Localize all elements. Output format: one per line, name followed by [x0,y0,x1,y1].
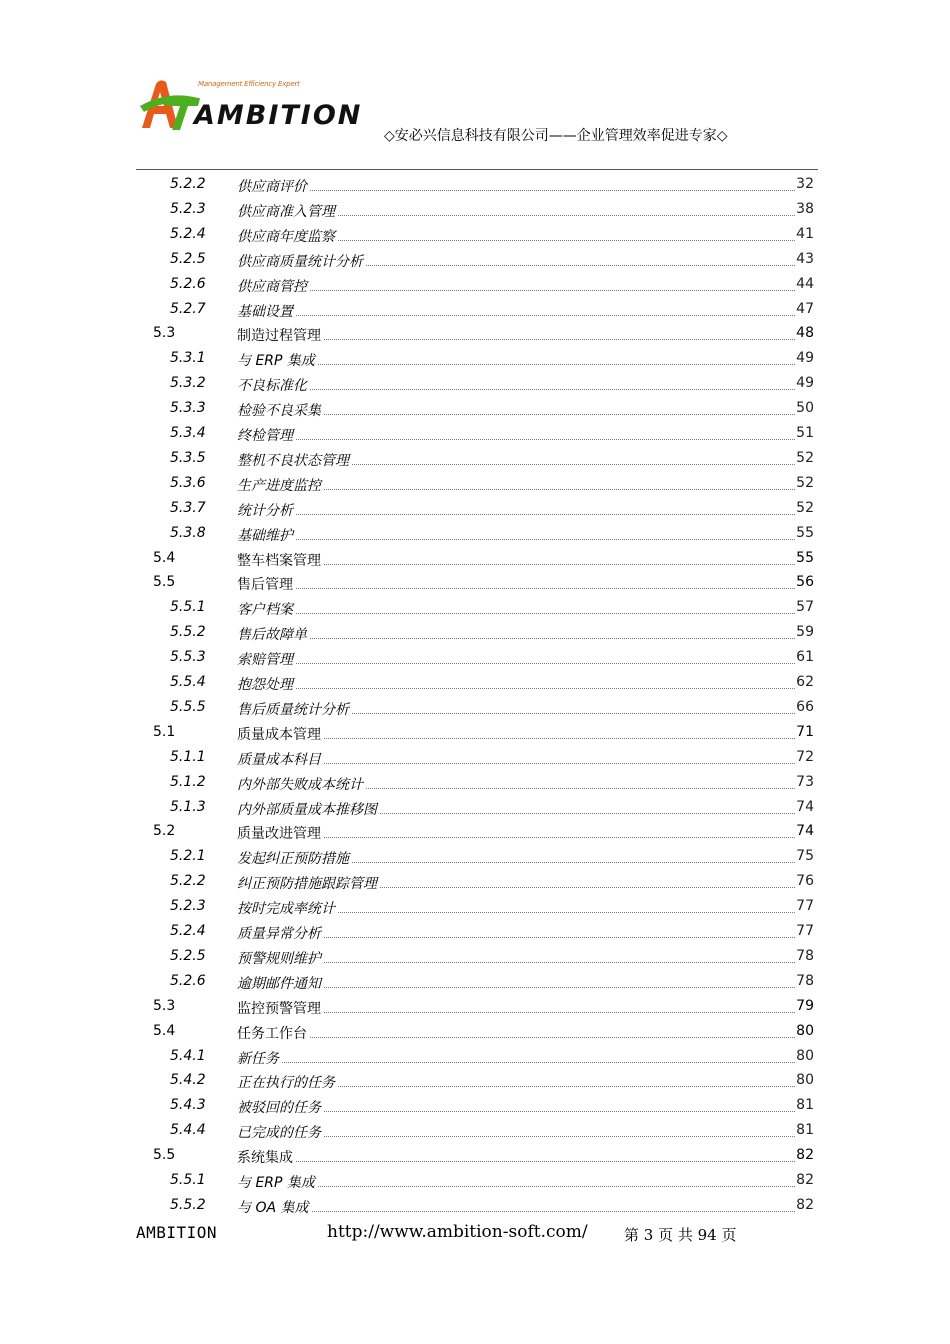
toc-entry-number: 5.1.3 [170,798,206,815]
toc-entry-title: 新任务 [237,1048,281,1068]
toc-entry-number: 5.5.5 [170,698,206,715]
toc-entry-number: 5.5.1 [170,599,206,616]
toc-entry-number: 5.3 [153,997,176,1014]
toc-entry-page: 72 [796,748,814,765]
toc-entry-title: 质量异常分析 [237,923,323,943]
toc-entry[interactable] [0,222,950,246]
toc-dot-leader [240,564,813,565]
toc-entry-page: 82 [796,1147,814,1164]
toc-dot-leader [240,1136,813,1137]
toc-entry[interactable] [0,321,950,345]
toc-dot-leader [240,1211,813,1212]
toc-entry-page: 71 [796,723,814,740]
toc-entry-number: 5.1.2 [170,773,206,790]
toc-entry[interactable] [0,272,950,296]
toc-entry-page: 44 [796,275,814,292]
toc-entry[interactable] [0,944,950,968]
header-divider [136,169,818,170]
toc-entry-number: 5.5.4 [170,674,206,690]
toc-entry[interactable] [0,1143,950,1167]
toc-entry-number: 5.5.2 [170,624,206,641]
toc-entry-title: 抱怨处理 [237,674,295,694]
toc-dot-leader [240,339,813,340]
toc-entry[interactable] [0,645,950,669]
toc-dot-leader [240,1186,813,1187]
logo-tagline: Management Efficiency Expert [198,80,300,88]
toc-entry-number: 5.4 [153,549,176,566]
toc-dot-leader [240,315,813,316]
toc-dot-leader [240,613,813,614]
toc-entry-title: 售后故障单 [237,624,309,644]
toc-entry-number: 5.2.2 [170,176,206,192]
toc-entry-page: 49 [796,375,814,392]
toc-entry-number: 5.2.1 [170,848,206,865]
toc-entry[interactable] [0,1118,950,1142]
toc-entry-page: 81 [796,1097,814,1114]
toc-entry-page: 80 [796,1047,814,1064]
toc-entry[interactable] [0,770,950,794]
toc-entry-title: 客户档案 [237,599,295,619]
toc-entry-number: 5.2.7 [170,300,206,317]
toc-entry-number: 5.4.2 [170,1072,206,1089]
toc-entry-number: 5.5 [153,574,176,591]
toc-dot-leader [240,837,813,838]
toc-entry-number: 5.4.4 [170,1122,206,1139]
toc-entry-number: 5.3.6 [170,474,206,491]
toc-entry-page: 59 [796,624,814,641]
toc-entry-title: 预警规则维护 [237,948,323,968]
toc-dot-leader [240,539,813,540]
toc-entry[interactable] [0,1093,950,1117]
toc-entry[interactable] [0,172,950,196]
toc-entry-title: 逾期邮件通知 [237,973,323,993]
toc-entry-number: 5.2.2 [170,873,206,890]
toc-entry-page: 52 [796,449,814,466]
toc-entry-page: 50 [796,400,814,417]
toc-entry[interactable] [0,994,950,1018]
toc-entry[interactable] [0,396,950,420]
toc-entry[interactable] [0,496,950,520]
toc-entry-page: 55 [796,549,814,566]
toc-entry[interactable] [0,446,950,470]
toc-entry-title: 整车档案管理 [237,550,323,570]
toc-entry-title: 任务工作台 [237,1023,309,1043]
toc-entry-number: 5.2.6 [170,972,206,989]
footer-page-number: 第 3 页 共 94 页 [624,1226,737,1244]
toc-entry-title: 终检管理 [237,425,295,445]
toc-entry-number: 5.3.1 [170,350,206,367]
toc-entry-page: 77 [796,898,814,915]
toc-entry[interactable] [0,919,950,943]
toc-entry-page: 57 [796,599,814,616]
footer-url-link[interactable]: http://www.ambition-soft.com/ [327,1222,588,1242]
toc-entry[interactable] [0,1068,950,1092]
toc-entry-title: 监控预警管理 [237,998,323,1018]
toc-entry-page: 32 [796,176,814,192]
toc-dot-leader [240,763,813,764]
toc-entry-title: 与 ERP 集成 [237,350,317,370]
toc-dot-leader [240,190,813,191]
toc-dot-leader [240,514,813,515]
toc-entry-page: 77 [796,923,814,939]
toc-entry[interactable] [0,894,950,918]
toc-entry-title: 内外部失败成本统计 [237,774,365,794]
toc-entry[interactable] [0,1168,950,1192]
toc-entry-number: 5.2.4 [170,225,206,242]
toc-entry[interactable] [0,247,950,271]
toc-entry[interactable] [0,819,950,843]
toc-entry-title: 按时完成率统计 [237,898,337,918]
toc-entry[interactable] [0,745,950,769]
toc-dot-leader [240,414,813,415]
toc-entry-title: 与 ERP 集成 [237,1172,317,1192]
toc-entry-number: 5.2.4 [170,923,206,939]
toc-entry-title: 统计分析 [237,500,295,520]
toc-entry-page: 79 [796,997,814,1014]
toc-entry[interactable] [0,471,950,495]
toc-entry-title: 供应商质量统计分析 [237,251,365,271]
toc-entry-title: 质量改进管理 [237,823,323,843]
toc-dot-leader [240,688,813,689]
toc-entry-page: 66 [796,698,814,715]
toc-dot-leader [240,663,813,664]
toc-entry-page: 74 [796,823,814,840]
toc-entry-number: 5.5.1 [170,1172,206,1188]
toc-entry-title: 不良标准化 [237,375,309,395]
toc-entry-number: 5.2.6 [170,275,206,292]
toc-entry-page: 51 [796,425,814,441]
toc-entry-number: 5.2.5 [170,947,206,964]
toc-entry-title: 供应商准入管理 [237,201,337,221]
toc-entry-title: 基础设置 [237,301,295,321]
toc-entry-page: 52 [796,474,814,491]
toc-dot-leader [240,290,813,291]
toc-entry-number: 5.1.1 [170,748,206,765]
toc-entry-number: 5.3 [153,325,176,342]
toc-entry-number: 5.3.7 [170,499,206,516]
toc-entry-title: 正在执行的任务 [237,1072,337,1092]
toc-entry[interactable] [0,421,950,445]
toc-entry-title: 供应商年度监察 [237,226,337,246]
footer-brand: AMBITION [136,1223,218,1242]
toc-entry[interactable] [0,297,950,321]
toc-entry-number: 5.2 [153,823,176,840]
toc-entry-title: 售后管理 [237,574,295,594]
toc-entry-page: 52 [796,499,814,516]
toc-entry-page: 47 [796,300,814,317]
logo-brand-text: AMBITION [194,100,363,131]
toc-entry-number: 5.1 [153,723,176,740]
toc-entry-number: 5.3.5 [170,449,206,466]
toc-entry-title: 生产进度监控 [237,475,323,495]
toc-entry[interactable] [0,795,950,819]
toc-entry-title: 制造过程管理 [237,325,323,345]
toc-entry[interactable] [0,570,950,594]
toc-entry-title: 整机不良状态管理 [237,450,351,470]
toc-entry-page: 74 [796,798,814,815]
toc-entry-title: 纠正预防措施跟踪管理 [237,873,379,893]
toc-dot-leader [240,738,813,739]
toc-entry-title: 基础维护 [237,525,295,545]
toc-entry-page: 81 [796,1122,814,1139]
toc-entry[interactable] [0,595,950,619]
toc-entry-title: 已完成的任务 [237,1122,323,1142]
toc-entry[interactable] [0,1193,950,1217]
toc-entry-number: 5.2.3 [170,898,206,915]
toc-entry-title: 质量成本管理 [237,724,323,744]
toc-dot-leader [240,962,813,963]
toc-entry-title: 供应商评价 [237,176,309,196]
toc-entry-page: 82 [796,1196,814,1213]
toc-entry-title: 索赔管理 [237,649,295,669]
toc-entry-page: 55 [796,524,814,541]
toc-entry-number: 5.4 [153,1022,176,1039]
toc-entry-title: 被驳回的任务 [237,1097,323,1117]
toc-entry[interactable] [0,197,950,221]
toc-entry-title: 内外部质量成本推移图 [237,799,379,819]
toc-entry-number: 5.3.8 [170,524,206,541]
toc-entry-page: 75 [796,848,814,865]
toc-entry-number: 5.5 [153,1147,176,1164]
toc-entry-page: 41 [796,225,814,242]
toc-entry-number: 5.3.3 [170,400,206,417]
toc-entry[interactable] [0,620,950,644]
toc-entry[interactable] [0,969,950,993]
toc-entry-page: 80 [796,1072,814,1089]
toc-entry-number: 5.4.1 [170,1047,206,1064]
toc-dot-leader [240,439,813,440]
toc-entry[interactable] [0,1044,950,1068]
toc-dot-leader [240,1161,813,1162]
toc-entry[interactable] [0,546,950,570]
toc-entry[interactable] [0,521,950,545]
toc-entry-title: 质量成本科目 [237,749,323,769]
toc-entry-title: 售后质量统计分析 [237,699,351,719]
toc-entry[interactable] [0,695,950,719]
toc-entry[interactable] [0,720,950,744]
company-slogan: ◇安必兴信息科技有限公司——企业管理效率促进专家◇ [384,128,728,144]
toc-dot-leader [240,489,813,490]
toc-entry-number: 5.3.4 [170,425,206,441]
toc-entry-page: 76 [796,873,814,890]
toc-entry[interactable] [0,1019,950,1043]
toc-dot-leader [240,1062,813,1063]
toc-entry-page: 43 [796,250,814,267]
toc-entry-number: 5.4.3 [170,1097,206,1114]
toc-entry-page: 78 [796,947,814,964]
toc-entry-title: 与 OA 集成 [237,1197,311,1217]
toc-entry-page: 38 [796,200,814,217]
toc-dot-leader [240,1111,813,1112]
toc-dot-leader [240,1037,813,1038]
toc-entry-number: 5.5.2 [170,1196,206,1213]
toc-entry-page: 61 [796,649,814,666]
toc-dot-leader [240,588,813,589]
toc-entry-page: 78 [796,972,814,989]
toc-entry-number: 5.3.2 [170,375,206,392]
toc-entry-page: 56 [796,574,814,591]
toc-entry[interactable] [0,371,950,395]
toc-dot-leader [240,1012,813,1013]
toc-entry-page: 49 [796,350,814,367]
toc-dot-leader [240,937,813,938]
toc-entry[interactable] [0,346,950,370]
toc-entry-title: 系统集成 [237,1147,295,1167]
toc-entry[interactable] [0,869,950,893]
toc-entry-title: 检验不良采集 [237,400,323,420]
toc-entry[interactable] [0,670,950,694]
toc-entry-number: 5.2.5 [170,250,206,267]
toc-dot-leader [240,364,813,365]
toc-entry-title: 发起纠正预防措施 [237,848,351,868]
toc-entry-page: 48 [796,325,814,342]
toc-entry-page: 73 [796,773,814,790]
toc-dot-leader [240,389,813,390]
toc-entry-page: 62 [796,674,814,690]
toc-dot-leader [240,987,813,988]
toc-entry-title: 供应商管控 [237,276,309,296]
toc-dot-leader [240,638,813,639]
toc-entry-page: 80 [796,1022,814,1039]
toc-entry-number: 5.2.3 [170,200,206,217]
toc-entry-number: 5.5.3 [170,649,206,666]
toc-entry[interactable] [0,844,950,868]
toc-entry-page: 82 [796,1172,814,1188]
